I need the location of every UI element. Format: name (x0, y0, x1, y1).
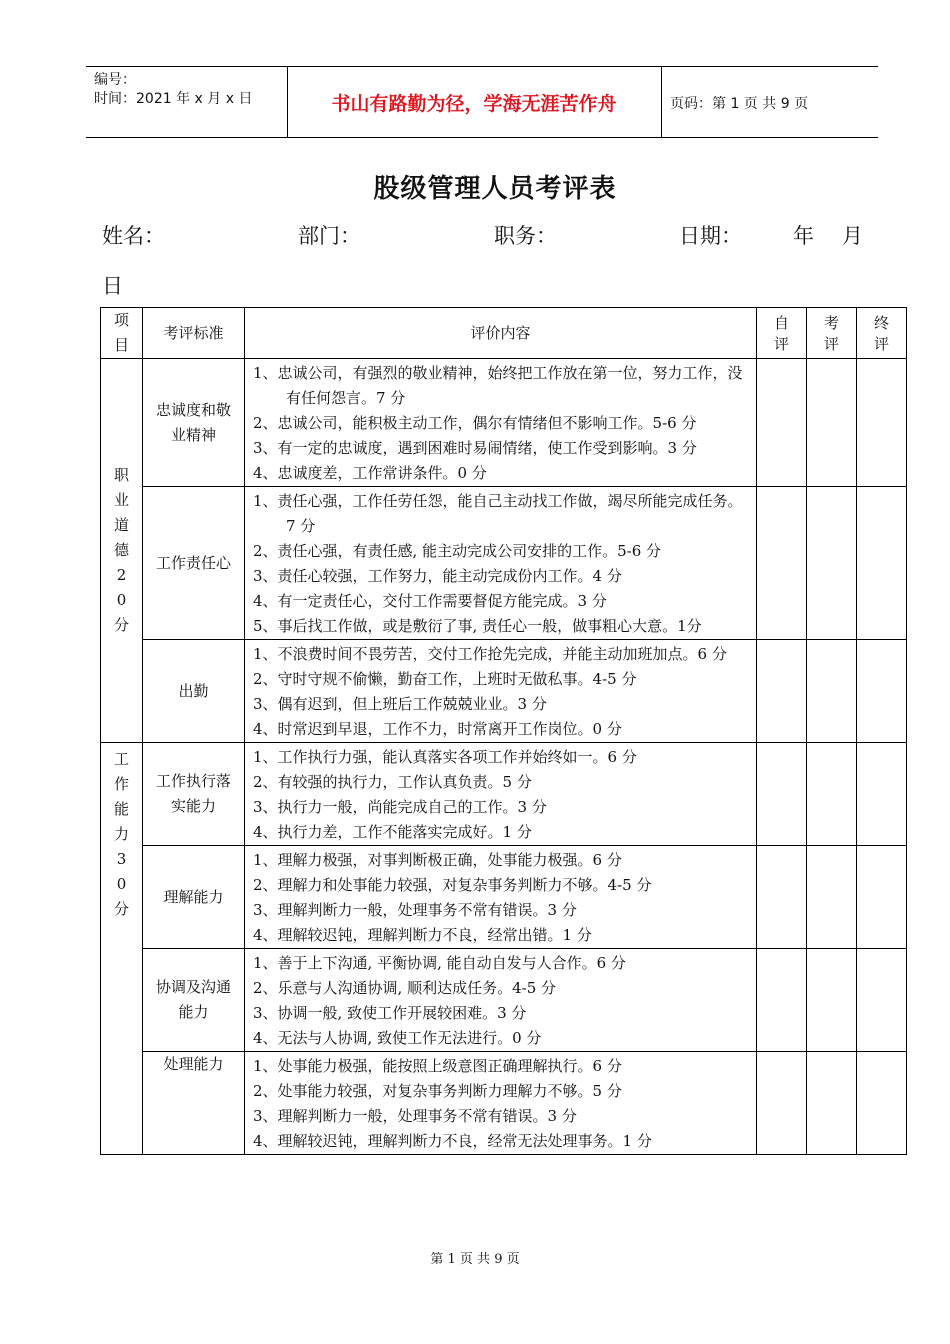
category-label: 职业道德20分 (113, 466, 129, 634)
document-number-label: 编号： (94, 72, 136, 88)
final-score-cell[interactable] (857, 743, 907, 846)
criteria-line: 1、处事能力极强，能按照上级意图正确理解执行。6 分 (253, 1057, 622, 1075)
criteria-line: 4、忠诚度差，工作常讲条件。0 分 (253, 464, 487, 482)
month-label: 月 (842, 224, 863, 248)
criteria-cell (245, 1052, 757, 1155)
criteria-line: 1、不浪费时间不畏劳苦，交付工作抢先完成，并能主动加班加点。6 分 (253, 645, 727, 663)
criteria-line: 3、协调一般, 致使工作开展较困难。3 分 (253, 1004, 527, 1022)
criteria-line: 4、理解较迟钝，理解判断力不良，经常出错。1 分 (253, 926, 592, 944)
name-field-label: 姓名： (102, 224, 165, 248)
criteria-line: 2、忠诚公司，能积极主动工作，偶尔有情绪但不影响工作。5-6 分 (253, 414, 697, 432)
self-score-cell[interactable] (757, 487, 807, 640)
document-time-label: 时间：2021 年 x 月 x 日 (94, 91, 253, 107)
criteria-cell (245, 487, 757, 640)
final-score-cell[interactable] (857, 640, 907, 743)
criteria-line: 3、有一定的忠诚度，遇到困难时易闹情绪，使工作受到影响。3 分 (253, 439, 697, 457)
criteria-cell (245, 359, 757, 487)
criteria-line: 2、有较强的执行力，工作认真负责。5 分 (253, 773, 532, 791)
table-row (101, 359, 907, 487)
year-label: 年 (793, 224, 814, 248)
self-score-cell[interactable] (757, 743, 807, 846)
criteria-line: 1、理解力极强，对事判断极正确，处事能力极强。6 分 (253, 851, 622, 869)
category-label: 工作能力30分 (113, 750, 129, 918)
review-score-cell[interactable] (807, 1052, 857, 1155)
date-field-label: 日期： (679, 224, 742, 248)
standard-cell: 理解能力 (143, 846, 245, 949)
standard-cell: 协调及沟通能力 (143, 949, 245, 1052)
standard-cell: 出勤 (143, 640, 245, 743)
review-score-cell[interactable] (807, 743, 857, 846)
final-score-cell[interactable] (857, 949, 907, 1052)
criteria-line: 5、事后找工作做，或是敷衍了事, 责任心一般，做事粗心大意。1分 (253, 617, 702, 635)
table-row (101, 1052, 907, 1155)
criteria-line: 4、执行力差，工作不能落实完成好。1 分 (253, 823, 532, 841)
criteria-line: 4、时常迟到早退，工作不力，时常离开工作岗位。0 分 (253, 720, 622, 738)
review-score-cell[interactable] (807, 359, 857, 487)
day-label: 日 (102, 274, 123, 298)
header-content: 评价内容 (245, 308, 757, 359)
table-header-row (101, 308, 907, 359)
criteria-line: 1、责任心强，工作任劳任怨，能自己主动找工作做，竭尽所能完成任务。7 分 (253, 492, 743, 535)
header-standard: 考评标准 (143, 308, 245, 359)
header-page-info: 页码：第 1 页 共 9 页 (670, 96, 809, 112)
criteria-line: 1、工作执行力强，能认真落实各项工作并始终如一。6 分 (253, 748, 637, 766)
criteria-line: 4、无法与人协调, 致使工作无法进行。0 分 (253, 1029, 542, 1047)
self-score-cell[interactable] (757, 359, 807, 487)
department-field-label: 部门： (298, 224, 361, 248)
table-row (101, 846, 907, 949)
criteria-line: 2、守时守规不偷懒，勤奋工作，上班时无做私事。4-5 分 (253, 670, 637, 688)
category-cell (101, 743, 143, 1155)
review-score-cell[interactable] (807, 949, 857, 1052)
table-row (101, 640, 907, 743)
header-meta (94, 71, 252, 109)
criteria-line: 2、处事能力较强，对复杂事务判断力理解力不够。5 分 (253, 1082, 622, 1100)
header-final-score: 终评 (857, 308, 907, 359)
criteria-line: 3、理解判断力一般，处理事务不常有错误。3 分 (253, 901, 577, 919)
form-title: 股级管理人员考评表 (373, 174, 617, 204)
header-divider (661, 67, 662, 137)
criteria-cell (245, 640, 757, 743)
criteria-line: 3、责任心较强，工作努力，能主动完成份内工作。4 分 (253, 567, 622, 585)
position-field-label: 职务： (494, 224, 557, 248)
header-motto: 书山有路勤为径，学海无涯苦作舟 (331, 93, 617, 115)
criteria-line: 4、理解较迟钝，理解判断力不良，经常无法处理事务。1 分 (253, 1132, 652, 1150)
standard-cell: 处理能力 (143, 1052, 245, 1155)
criteria-line: 2、责任心强，有责任感, 能主动完成公司安排的工作。5-6 分 (253, 542, 662, 560)
self-score-cell[interactable] (757, 846, 807, 949)
self-score-cell[interactable] (757, 640, 807, 743)
criteria-line: 3、执行力一般，尚能完成自己的工作。3 分 (253, 798, 547, 816)
criteria-line: 2、理解力和处事能力较强，对复杂事务判断力不够。4-5 分 (253, 876, 652, 894)
self-score-cell[interactable] (757, 1052, 807, 1155)
table-row (101, 487, 907, 640)
header-review-score: 考评 (807, 308, 857, 359)
criteria-line: 2、乐意与人沟通协调, 顺利达成任务。4-5 分 (253, 979, 557, 997)
evaluation-table (100, 307, 907, 1155)
criteria-line: 3、偶有迟到，但上班后工作兢兢业业。3 分 (253, 695, 547, 713)
review-score-cell[interactable] (807, 846, 857, 949)
final-score-cell[interactable] (857, 846, 907, 949)
criteria-line: 3、理解判断力一般，处理事务不常有错误。3 分 (253, 1107, 577, 1125)
review-score-cell[interactable] (807, 487, 857, 640)
review-score-cell[interactable] (807, 640, 857, 743)
self-score-cell[interactable] (757, 949, 807, 1052)
final-score-cell[interactable] (857, 359, 907, 487)
header-self-score: 自评 (757, 308, 807, 359)
header-item: 项目 (101, 308, 143, 359)
criteria-cell (245, 846, 757, 949)
category-cell (101, 359, 143, 743)
table-row (101, 743, 907, 846)
criteria-cell (245, 949, 757, 1052)
standard-cell: 忠诚度和敬业精神 (143, 359, 245, 487)
document-header (86, 66, 878, 138)
final-score-cell[interactable] (857, 487, 907, 640)
criteria-line: 1、善于上下沟通, 平衡协调, 能自动自发与人合作。6 分 (253, 954, 626, 972)
page-footer: 第 1 页 共 9 页 (430, 1252, 520, 1267)
criteria-cell (245, 743, 757, 846)
criteria-line: 1、忠诚公司，有强烈的敬业精神，始终把工作放在第一位，努力工作，没有任何怨言。7 分 (253, 364, 743, 407)
standard-cell: 工作执行落实能力 (143, 743, 245, 846)
table-row (101, 949, 907, 1052)
final-score-cell[interactable] (857, 1052, 907, 1155)
criteria-line: 4、有一定责任心，交付工作需要督促方能完成。3 分 (253, 592, 607, 610)
standard-cell: 工作责任心 (143, 487, 245, 640)
